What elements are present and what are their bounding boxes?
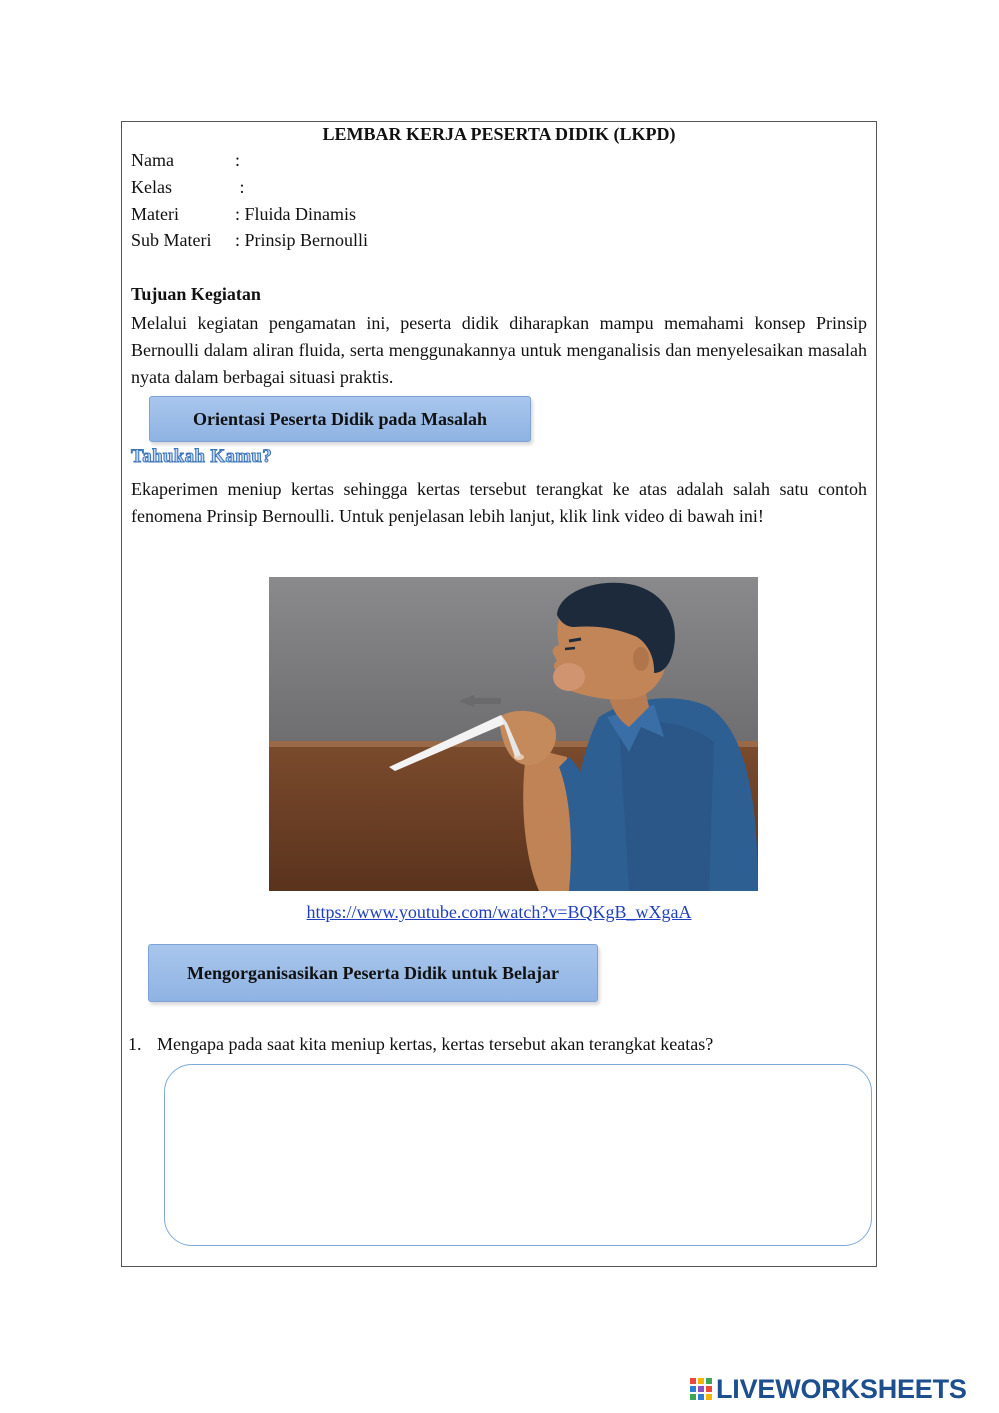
info-value: : Fluida Dinamis xyxy=(235,204,356,224)
info-row-materi xyxy=(131,204,356,225)
info-row-sub-materi xyxy=(131,230,368,251)
info-value: : xyxy=(235,150,241,170)
info-row-nama xyxy=(131,150,240,171)
info-label: Materi xyxy=(131,204,179,224)
answer-input[interactable] xyxy=(164,1064,872,1246)
question-text: Mengapa pada saat kita meniup kertas, kertas tersebut akan terangkat keatas? xyxy=(157,1034,714,1054)
info-row-kelas xyxy=(131,177,245,198)
info-label: Kelas xyxy=(131,177,172,197)
brand-name: LIVEWORKSHEETS xyxy=(716,1373,967,1404)
organize-banner: Mengorganisasikan Peserta Didik untuk Belajar xyxy=(148,944,598,1002)
objective-heading: Tujuan Kegiatan xyxy=(131,284,261,304)
question-1 xyxy=(128,1034,713,1055)
info-label: Nama xyxy=(131,150,174,170)
blowing-paper-illustration xyxy=(269,577,758,891)
question-number: 1. xyxy=(128,1034,142,1054)
info-value: : xyxy=(235,177,245,197)
info-label: Sub Materi xyxy=(131,230,212,250)
video-link[interactable]: https://www.youtube.com/watch?v=BQKgB_wXgaA xyxy=(306,902,692,922)
objective-text: Melalui kegiatan pengamatan ini, peserta didik diharapkan mampu memahami konsep Prinsip Bernoulli dalam aliran fluida, serta menggunakannya untuk menganalisis dan menyelesaikan masalah nyata dalam berbagai situasi praktis. xyxy=(131,313,867,387)
tahukah-kamu-heading: Tahukah Kamu? xyxy=(131,446,273,467)
liveworksheets-logo xyxy=(690,1373,967,1405)
liveworksheets-logo-icon xyxy=(690,1378,712,1400)
orientation-text: Ekaperimen meniup kertas sehingga kertas tersebut terangkat ke atas adalah salah satu contoh fenomena Prinsip Bernoulli. Untuk penjelasan lebih lanjut, klik link video di bawah ini! xyxy=(131,479,867,526)
worksheet-title: LEMBAR KERJA PESERTA DIDIK (LKPD) xyxy=(322,124,676,144)
orientation-banner: Orientasi Peserta Didik pada Masalah xyxy=(149,396,531,442)
info-value: : Prinsip Bernoulli xyxy=(235,230,369,250)
